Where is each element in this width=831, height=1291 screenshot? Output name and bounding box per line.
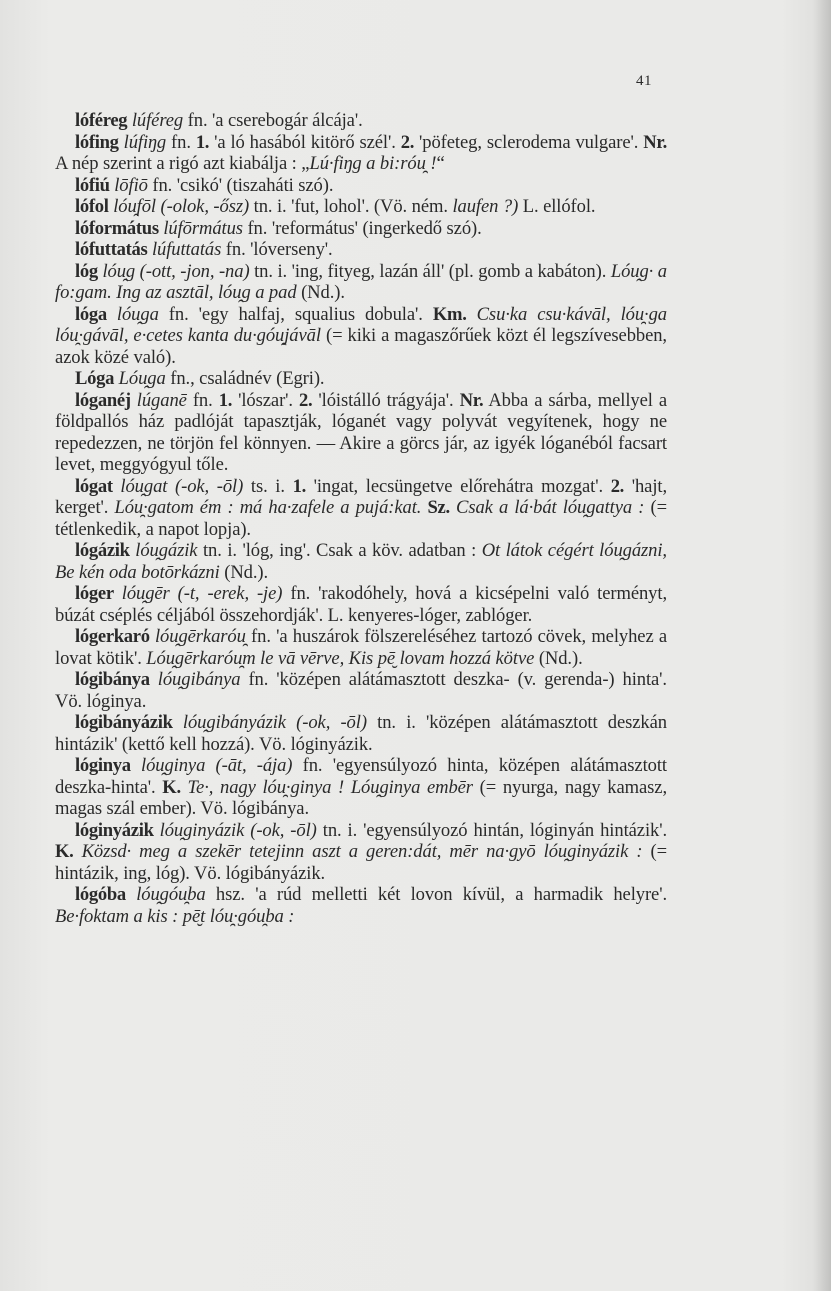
entry-text: (= kiki a magaszőrűek közt él legszívesebben, azok közé való). — [55, 325, 667, 368]
entry-bold-text: lóger — [75, 583, 114, 604]
entry-text: fn., családnév (Egri). — [165, 368, 325, 389]
page-edge-shadow — [813, 0, 831, 1291]
entry-italic-text: Csak a lá·bát lóu̯gattya : — [456, 497, 645, 518]
entry-bold-text: Km. — [432, 303, 467, 325]
entry-italic-text: Csu·ka csu·kávāl, lóu̯·ga lóu̯·gávāl, e·cetes kanta du·góu̯jávāl — [55, 303, 667, 346]
entry-bold-text: lóginya — [75, 755, 131, 776]
dictionary-entry — [55, 239, 667, 261]
entry-bold-text: lóga — [75, 303, 107, 325]
dictionary-entry — [55, 712, 667, 755]
entry-text — [74, 841, 82, 862]
entry-text — [467, 304, 477, 325]
entry-italic-text: lóu̯g (-ott, -jon, -na) — [102, 260, 250, 282]
entry-italic-text: Ot látok cégért lóu̯gázni, Be kén oda botōrkázni — [55, 540, 667, 583]
entry-italic-text: Lóu̯·gatom ém : má ha·zafele a pujá:kat. — [114, 497, 422, 518]
entry-italic-text: Lóu̯gērkaróu̯m le vā vērve, Kis pē̮ lovam hozzá kötve — [146, 647, 535, 669]
entry-text: 'a ló hasából kitörő szél'. — [209, 131, 401, 153]
entry-italic-text: lóu̯ga — [116, 303, 159, 325]
entry-bold-text: lóg — [75, 260, 98, 282]
entry-italic-text: lóu̯fōl (-olok, -ősz) — [113, 196, 250, 217]
entry-italic-text: Lóu̯g· a fo:gam. Ing az asztāl, lóu̯g a pad — [55, 260, 667, 303]
entry-text: (Nd.). — [296, 282, 345, 303]
entry-text: tn. i. 'lóg, ing'. Csak a köv. adatban : — [197, 540, 482, 561]
entry-bold-text: lófing — [75, 131, 119, 153]
entry-text — [173, 712, 183, 733]
entry-text: 'pöfeteg, sclerodema vulgare'. — [414, 131, 644, 153]
entry-italic-text: lóu̯ginya (-āt, -ája) — [141, 755, 293, 776]
dictionary-entry — [55, 368, 667, 390]
entry-bold-text: lófuttatás — [75, 239, 148, 260]
entry-bold-text: Lóga — [75, 368, 115, 389]
entry-text: fn. — [186, 389, 219, 411]
entry-text: tn. i. 'egyensúlyozó hintán, lóginyán hintázik'. — [316, 819, 668, 841]
entry-text: 'lószar'. — [232, 389, 299, 411]
dictionary-entry — [55, 110, 667, 132]
entry-text: fn. 'a cserebogár álcája'. — [183, 110, 363, 131]
entry-text: tn. i. 'fut, lohol'. (Vö. ném. — [249, 196, 453, 217]
entry-italic-text: laufen ?) — [452, 196, 519, 217]
entry-text — [126, 884, 136, 905]
entry-bold-text: K. — [162, 776, 181, 798]
dictionary-entry — [55, 390, 667, 476]
entry-bold-text: lógibánya — [75, 669, 150, 690]
page-number: 41 — [636, 73, 652, 89]
entry-italic-text: lúfōrmátus — [163, 217, 243, 239]
entry-text: fn. 'a huszárok fölszereléséhez tartozó cövek, melyhez a lovat kötik'. — [55, 626, 667, 669]
dictionary-entries — [55, 110, 667, 927]
entry-text: fn. — [166, 131, 196, 153]
entry-bold-text: K. — [55, 841, 74, 862]
entry-italic-text: Lóu̯ga — [118, 368, 166, 389]
entry-bold-text: Nr. — [459, 389, 484, 411]
entry-text: (= hintázik, ing, lóg). Vö. lógibányázik. — [55, 841, 667, 884]
dictionary-entry — [55, 583, 667, 626]
entry-text: (= tétlenkedik, a napot lopja). — [55, 497, 667, 540]
entry-bold-text: Nr. — [643, 131, 667, 153]
entry-italic-text: lóu̯gázik — [135, 540, 198, 561]
entry-text: fn. 'egy halfaj, squalius dobula'. — [158, 303, 433, 325]
dictionary-entry — [55, 884, 667, 927]
entry-text: fn. 'rakodóhely, hová a kicsépelni való terményt, búzát cséplés céljából összehordják'. L. kenyeres-lóger, zablóger. — [55, 583, 667, 626]
entry-text: 'lóistálló trágyája'. — [312, 389, 460, 411]
dictionary-entry — [55, 132, 667, 175]
entry-italic-text: lúganē — [136, 389, 187, 411]
entry-italic-text: Lú·fiŋg a bi:róu̯ ! — [309, 153, 437, 174]
entry-bold-text: 2. — [610, 475, 625, 497]
entry-italic-text: lóu̯ginyázik (-ok, -ōl) — [159, 819, 317, 841]
entry-text: fn. 'középen alátámasztott deszka- (v. gerenda-) hinta'. Vö. lóginya. — [55, 669, 667, 712]
entry-italic-text: lōfiō — [114, 174, 148, 196]
entry-italic-text: lúféreg — [131, 110, 184, 131]
entry-italic-text: Be·foktam a kis : pē̮t lóu̯·góu̯ba : — [55, 905, 295, 927]
entry-text: ts. i. — [243, 475, 293, 497]
entry-italic-text: lóu̯gēr (-t, -erek, -je) — [121, 583, 283, 604]
entry-text: (= nyurga, nagy kamasz, magas szál ember). Vö. lógibánya. — [55, 776, 667, 819]
entry-text: 'hajt, kerget'. — [55, 475, 667, 518]
entry-italic-text: lóu̯gibányázik (-ok, -ōl) — [182, 712, 367, 733]
entry-bold-text: lóganéj — [75, 389, 131, 411]
entry-text: fn. 'csikó' (tiszaháti szó). — [147, 174, 334, 196]
entry-text: Abba a sárba, mellyel a földpallós ház padlóját tapasztják, lóganét vagy polyvát vegyítenek, hogy ne repedezzen, ne törjön fel könnyen. — Akire a görcs jár, az igyék lóganéból facsart levet, meggyógyul tőle. — [55, 389, 667, 475]
entry-bold-text: lóformátus — [75, 217, 159, 239]
entry-italic-text: lúfiŋg — [123, 131, 167, 153]
dictionary-entry — [55, 755, 667, 820]
entry-bold-text: lógibányázik — [75, 712, 173, 733]
entry-italic-text: Közsd· meg a szekēr tetejinn aszt a geren:dát, mēr na·gyō lóu̯ginyázik : — [81, 841, 643, 862]
entry-italic-text: lóu̯gērkaróu̯ — [154, 626, 246, 647]
entry-bold-text: 1. — [218, 389, 233, 411]
entry-bold-text: lógat — [75, 475, 113, 497]
entry-bold-text: lóféreg — [75, 110, 128, 131]
entry-bold-text: 2. — [299, 389, 313, 411]
dictionary-entry — [55, 669, 667, 712]
entry-text: tn. i. 'középen alátámasztott deszkán hintázik' (kettő kell hozzá). Vö. lóginyázik. — [55, 712, 667, 755]
entry-text — [107, 304, 117, 325]
entry-italic-text: lóu̯gibánya — [157, 669, 241, 690]
entry-text: “ — [436, 153, 445, 174]
entry-text: L. ellófol. — [518, 196, 596, 217]
entry-text: fn. 'egyensúlyozó hinta, középen alátámasztott deszka-hinta'. — [55, 755, 667, 798]
entry-text: A nép szerint a rigó azt kiabálja : „ — [55, 153, 310, 174]
dictionary-entry — [55, 261, 667, 304]
dictionary-entry — [55, 196, 667, 218]
entry-text: hsz. 'a rúd melletti két lovon kívül, a harmadik helyre'. — [205, 884, 667, 905]
dictionary-entry — [55, 175, 667, 197]
entry-italic-text: lóu̯gat (-ok, -ōl) — [120, 475, 244, 497]
entry-bold-text: lógázik — [75, 540, 130, 561]
entry-text: (Nd.). — [534, 647, 583, 669]
entry-bold-text: 1. — [292, 475, 306, 497]
dictionary-entry — [55, 304, 667, 369]
entry-bold-text: lófiú — [75, 174, 110, 196]
dictionary-entry — [55, 540, 667, 583]
entry-text: tn. i. 'ing, fityeg, lazán áll' (pl. gomb a kabáton). — [249, 260, 611, 282]
dictionary-entry — [55, 218, 667, 240]
entry-italic-text: lúfuttatás — [151, 239, 222, 260]
entry-bold-text: lóginyázik — [75, 819, 154, 841]
dictionary-entry — [55, 476, 667, 541]
dictionary-entry — [55, 626, 667, 669]
entry-bold-text: lófol — [75, 196, 109, 217]
dictionary-entry — [55, 820, 667, 885]
entry-text — [150, 669, 158, 690]
entry-text — [181, 777, 188, 798]
entry-text — [131, 755, 141, 776]
entry-bold-text: 2. — [400, 131, 415, 153]
entry-bold-text: lógóba — [75, 884, 126, 905]
entry-bold-text: lógerkaró — [75, 626, 150, 647]
entry-text: 'ingat, lecsüngetve előrehátra mozgat'. — [305, 475, 611, 497]
entry-italic-text: lóu̯góu̯ba — [136, 884, 206, 905]
entry-italic-text: Te·, nagy lóu̯·ginya ! Lóu̯ginya embēr — [187, 776, 473, 798]
entry-text: fn. 'lóverseny'. — [221, 239, 333, 260]
entry-text: (Nd.). — [219, 561, 269, 583]
entry-text — [114, 583, 122, 604]
entry-bold-text: Sz. — [427, 497, 450, 518]
entry-text: fn. 'református' (ingerkedő szó). — [242, 217, 482, 239]
entry-bold-text: 1. — [195, 131, 210, 153]
